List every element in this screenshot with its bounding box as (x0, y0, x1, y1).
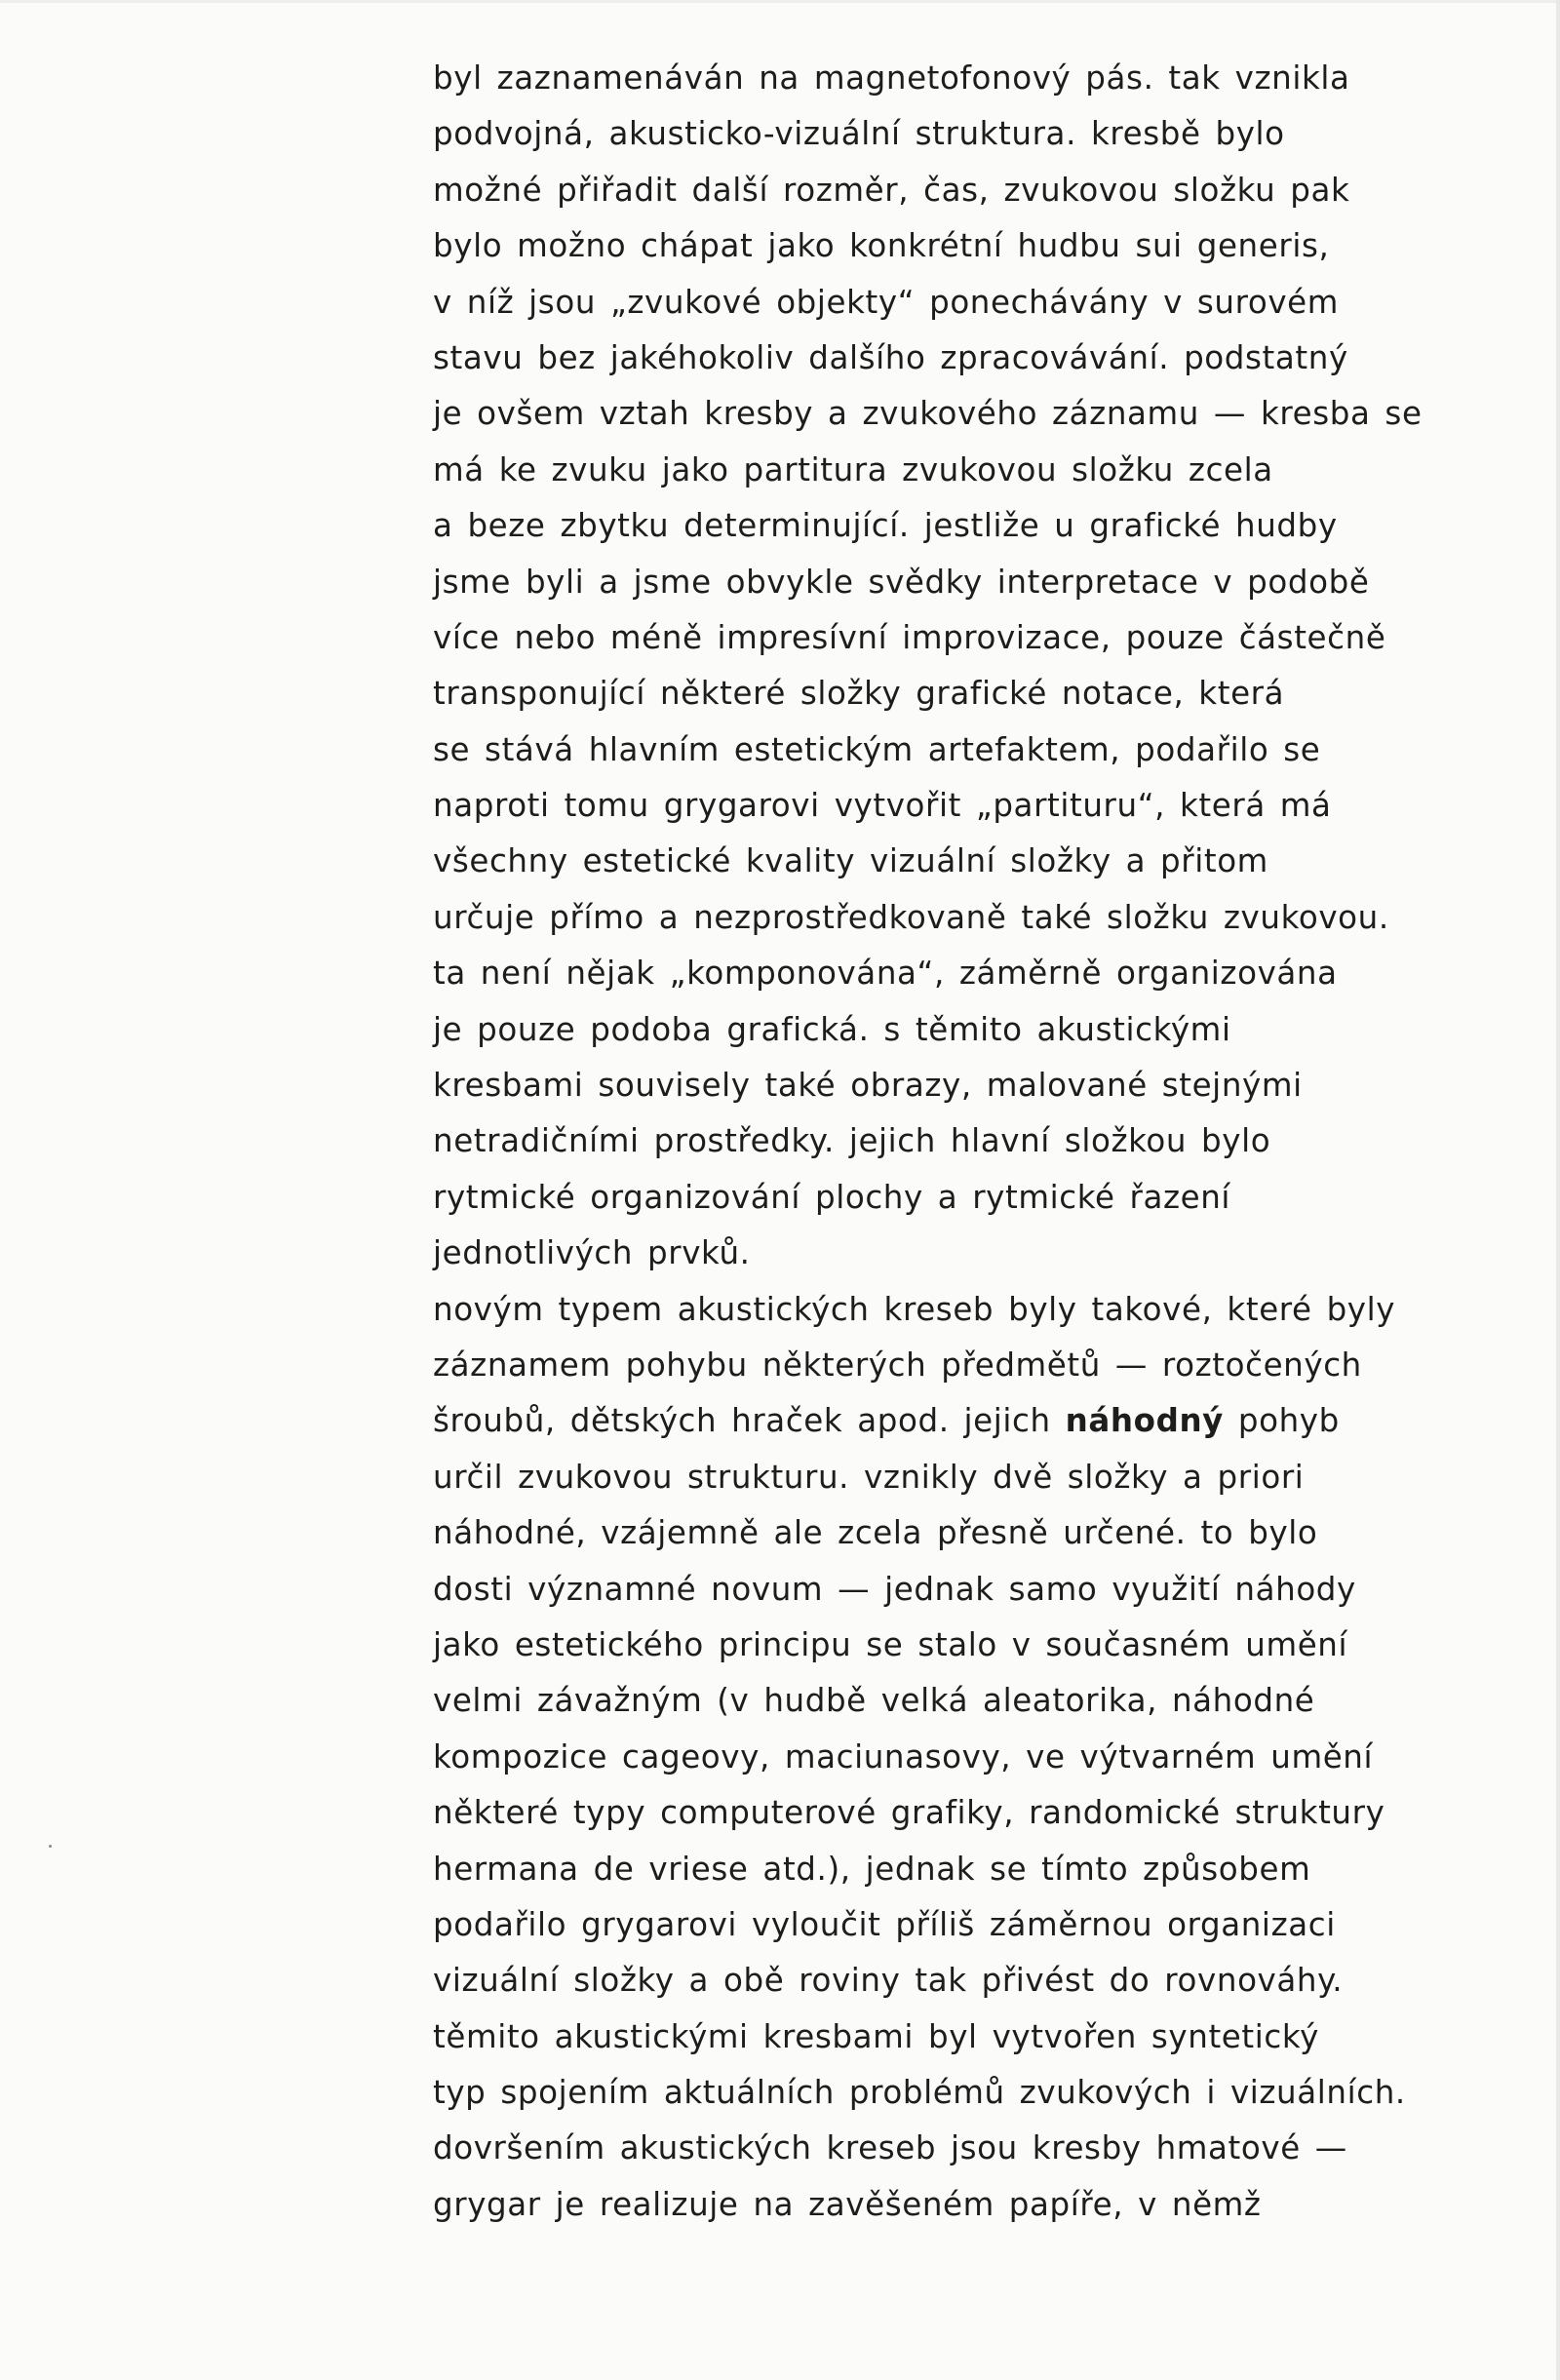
paper-speck (49, 1845, 52, 1848)
text-line-21: rytmické organizování plochy a rytmické řazení (433, 1178, 1231, 1216)
text-line-23: novým typem akustických kreseb byly takové, které byly (433, 1290, 1396, 1328)
text-line-9: a beze zbytku determinující. jestliže u grafické hudby (433, 507, 1338, 545)
text-line-15: všechny estetické kvality vizuální složky a přitom (433, 842, 1268, 880)
text-line-27: náhodné, vzájemně ale zcela přesně určené. to bylo (433, 1514, 1318, 1552)
page-top-edge (0, 0, 1560, 3)
text-line-2: podvojná, akusticko-vizuální struktura. kresbě bylo (433, 115, 1285, 153)
text-line-25-start: šroubů, dětských hraček apod. jejich (433, 1402, 1066, 1440)
text-line-39: grygar je realizuje na zavěšeném papíře, v němž (433, 2185, 1262, 2223)
text-line-38: dovršením akustických kreseb jsou kresby hmatové — (433, 2129, 1347, 2167)
bold-word: náhodný (1065, 1402, 1224, 1440)
text-line-19: kresbami souvisely také obrazy, malované stejnými (433, 1067, 1303, 1105)
text-line-25-end: pohyb (1223, 1402, 1340, 1440)
text-line-1: byl zaznamenáván na magnetofonový pás. tak vznikla (433, 59, 1350, 97)
text-line-11: více nebo méně impresívní improvizace, pouze částečně (433, 618, 1386, 656)
text-line-13: se stává hlavním estetickým artefaktem, podařilo se (433, 730, 1321, 768)
text-line-12: transponující některé složky grafické notace, která (433, 675, 1285, 713)
text-line-22: jednotlivých prvků. (433, 1234, 751, 1272)
text-line-14: naproti tomu grygarovi vytvořit „partituru“, která má (433, 787, 1332, 825)
text-line-26: určil zvukovou strukturu. vznikly dvě složky a priori (433, 1458, 1305, 1496)
text-line-24: záznamem pohybu některých předmětů — roztočených (433, 1346, 1362, 1384)
text-line-25 (433, 1393, 1457, 1449)
text-line-3: možné přiřadit další rozměr, čas, zvukovou složku pak (433, 171, 1350, 209)
text-line-33: hermana de vriese atd.), jednak se tímto způsobem (433, 1850, 1311, 1888)
text-line-29: jako estetického principu se stalo v současném umění (433, 1625, 1348, 1663)
text-line-10: jsme byli a jsme obvykle svědky interpretace v podobě (433, 563, 1370, 601)
text-line-31: kompozice cageovy, maciunasovy, ve výtvarném umění (433, 1737, 1374, 1775)
text-line-4: bylo možno chápat jako konkrétní hudbu sui generis, (433, 227, 1330, 265)
text-line-30: velmi závažným (v hudbě velká aleatorika, náhodné (433, 1682, 1315, 1720)
text-line-18: je pouze podoba grafická. s těmito akustickými (433, 1010, 1231, 1048)
text-line-16: určuje přímo a nezprostředkovaně také složku zvukovou. (433, 898, 1389, 936)
text-line-35: vizuální složky a obě roviny tak přivést do rovnováhy. (433, 1962, 1344, 2000)
text-line-28: dosti významné novum — jednak samo využití náhody (433, 1570, 1356, 1608)
text-line-5: v níž jsou „zvukové objekty“ ponechávány v surovém (433, 283, 1340, 321)
body-text (433, 51, 1457, 2233)
page-right-edge (1556, 0, 1560, 2380)
text-line-7: je ovšem vztah kresby a zvukového záznamu — kresba se (433, 395, 1423, 433)
text-line-6: stavu bez jakéhokoliv dalšího zpracovávání. podstatný (433, 338, 1348, 376)
text-line-32: některé typy computerové grafiky, randomické struktury (433, 1794, 1385, 1832)
text-line-20: netradičními prostředky. jejich hlavní složkou bylo (433, 1122, 1271, 1160)
text-line-17: ta není nějak „komponována“, záměrně organizována (433, 955, 1338, 993)
text-line-8: má ke zvuku jako partitura zvukovou složku zcela (433, 450, 1273, 488)
text-line-36: těmito akustickými kresbami byl vytvořen syntetický (433, 2017, 1319, 2055)
text-line-37: typ spojením aktuálních problémů zvukových i vizuálních. (433, 2074, 1406, 2112)
text-line-34: podařilo grygarovi vyloučit příliš záměrnou organizaci (433, 1905, 1336, 1943)
